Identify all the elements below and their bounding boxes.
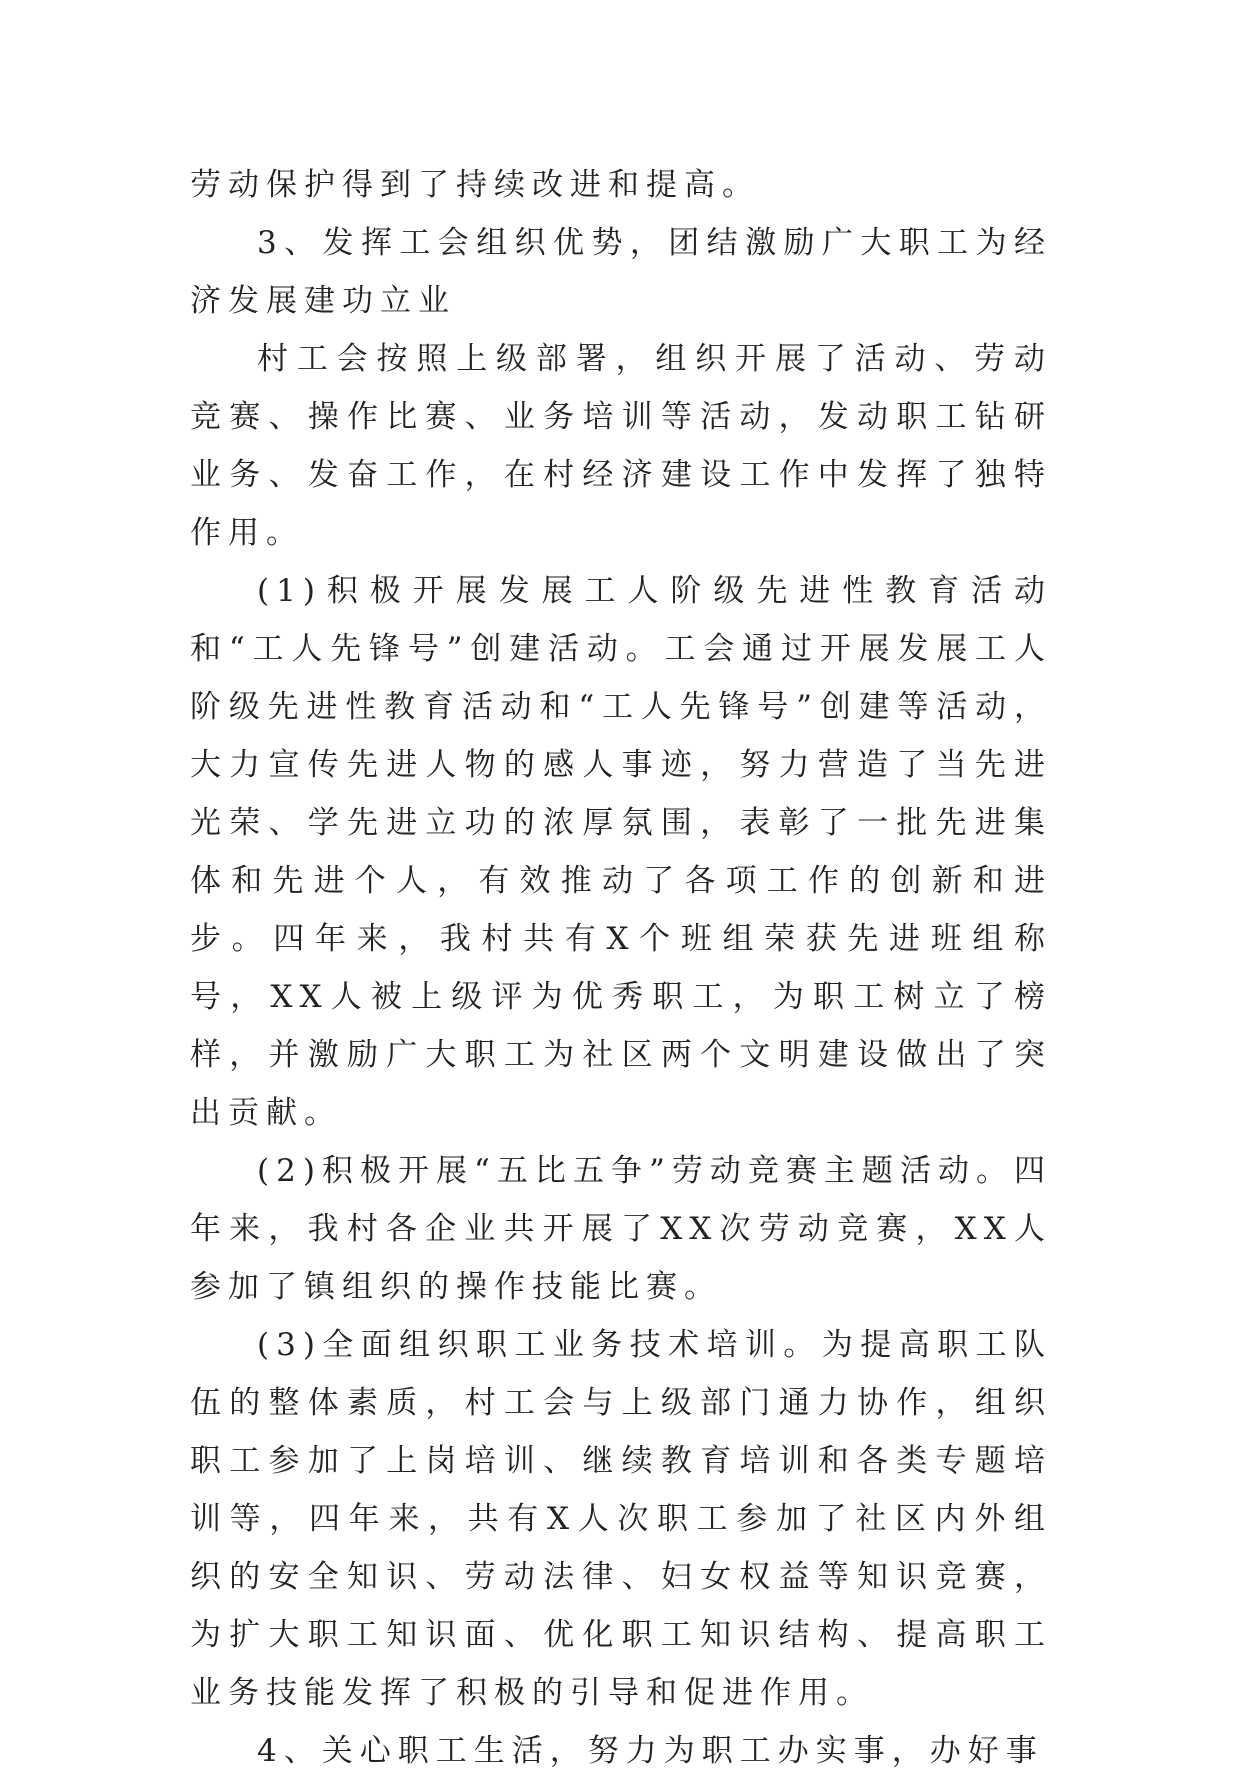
paragraph: 劳动保护得到了持续改进和提高。 bbox=[190, 167, 760, 203]
paragraph: (1)积极开展发展工人阶级先进性教育活动和“工人先锋号”创建活动。工会通过开展发展工人阶级先进性教育活动和“工人先锋号”创建等活动，大力宣传先进人物的感人事迹，努力营造了当先进光荣、学先进立功的浓厚氛围，表彰了一批先进集体和先进个人，有效推动了各项工作的创新和进步。四年来，我村共有X个班组荣获先进班组称号，XX人被上级评为优秀职工，为职工树立了榜样，并激励广大职工为社区两个文明建设做出了突出贡献。 bbox=[190, 573, 1052, 1131]
section-heading: 3、发挥工会组织优势，团结激励广大职工为经济发展建功立业 bbox=[190, 225, 1052, 319]
paragraph: (2)积极开展“五比五争”劳动竞赛主题活动。四年来，我村各企业共开展了XX次劳动竞赛，XX人参加了镇组织的操作技能比赛。 bbox=[190, 1153, 1052, 1305]
section-heading: 4、关心职工生活，努力为职工办实事，办好事 bbox=[257, 1733, 1044, 1769]
paragraph: (3)全面组织职工业务技术培训。为提高职工队伍的整体素质，村工会与上级部门通力协作，组织职工参加了上岗培训、继续教育培训和各类专题培训等，四年来，共有X人次职工参加了社区内外组织的安全知识、劳动法律、妇女权益等知识竞赛，为扩大职工知识面、优化职工知识结构、提高职工业务技能发挥了积极的引导和促进作用。 bbox=[190, 1327, 1052, 1711]
document-body bbox=[190, 156, 1052, 1780]
paragraph: 村工会按照上级部署，组织开展了活动、劳动竞赛、操作比赛、业务培训等活动，发动职工钻研业务、发奋工作，在村经济建设工作中发挥了独特作用。 bbox=[190, 341, 1052, 551]
